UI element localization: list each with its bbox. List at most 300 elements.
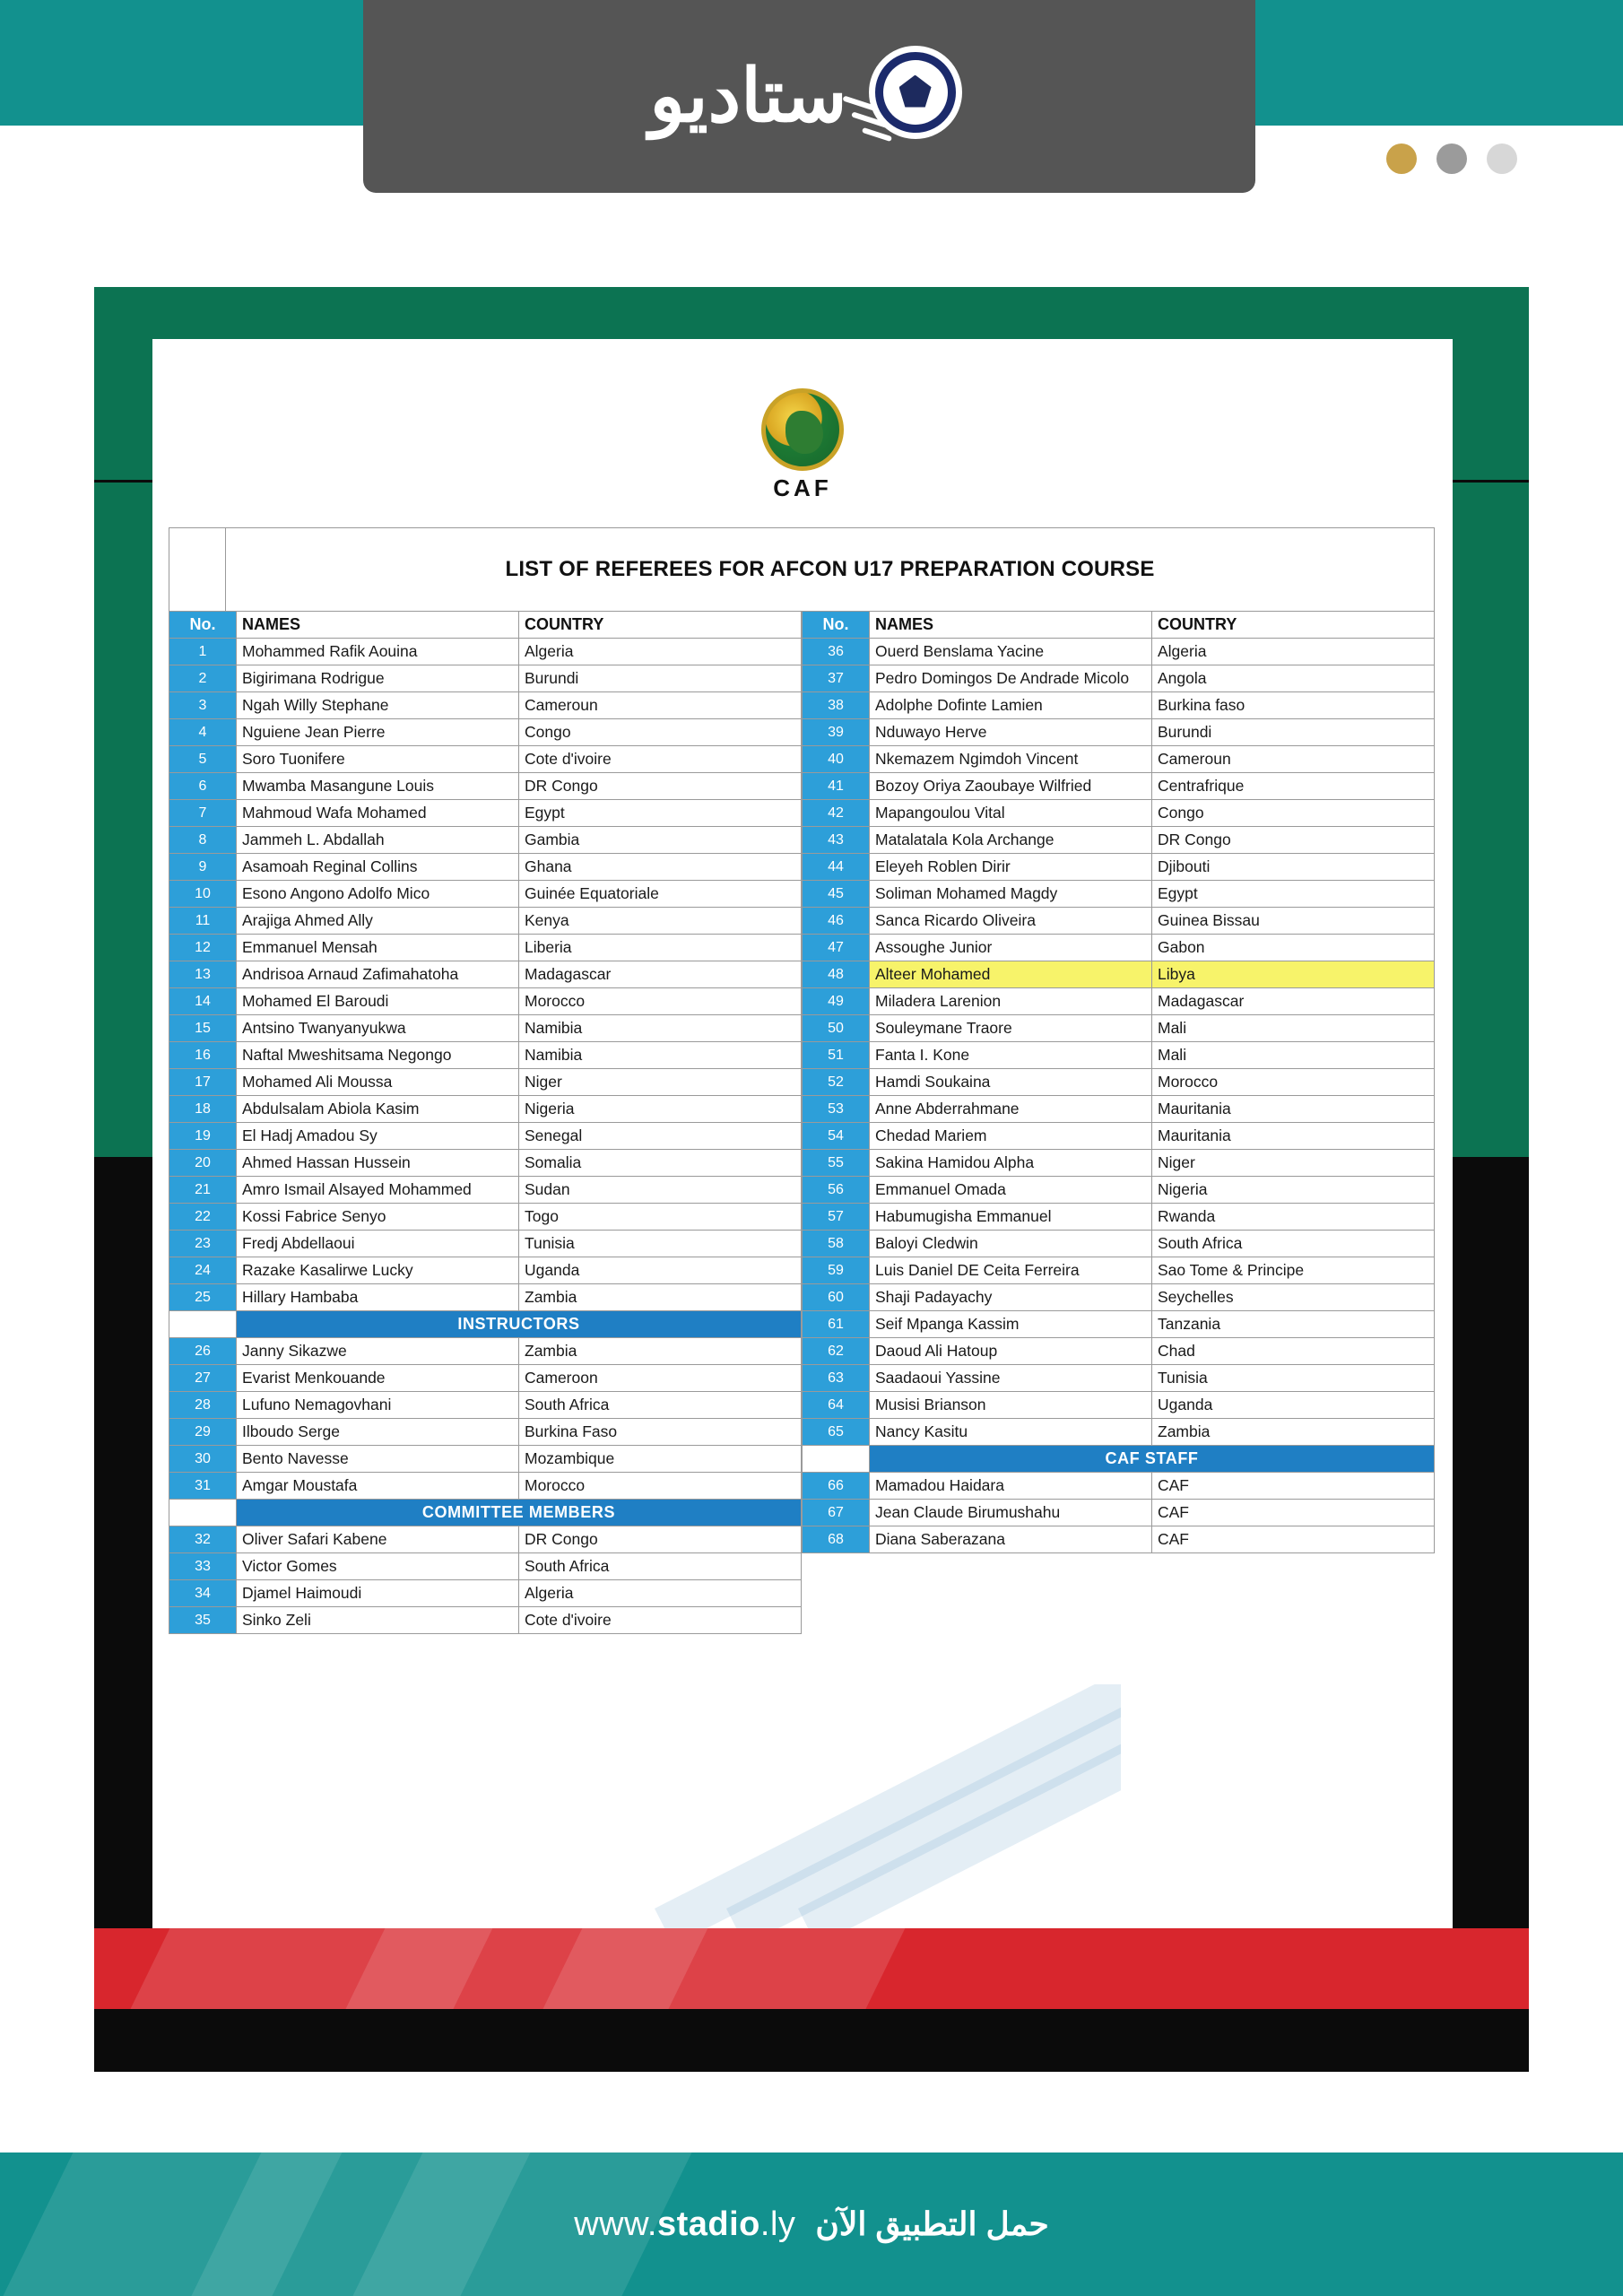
cell-no: 38 xyxy=(803,692,870,719)
cell-no: 24 xyxy=(169,1257,237,1284)
cell-name: Hamdi Soukaina xyxy=(870,1069,1152,1096)
table-row xyxy=(169,908,802,935)
cell-name: Razake Kasalirwe Lucky xyxy=(237,1257,519,1284)
cell-name: Fredj Abdellaoui xyxy=(237,1231,519,1257)
cell-name: Bozoy Oriya Zaoubaye Wilfried xyxy=(870,773,1152,800)
table-row xyxy=(169,1526,802,1553)
cell-name: Mapangoulou Vital xyxy=(870,800,1152,827)
cell-name: Amro Ismail Alsayed Mohammed xyxy=(237,1177,519,1204)
cell-country: Tunisia xyxy=(519,1231,802,1257)
cell-no: 64 xyxy=(803,1392,870,1419)
cell-no: 20 xyxy=(169,1150,237,1177)
cell-name: Sakina Hamidou Alpha xyxy=(870,1150,1152,1177)
cell-country: Senegal xyxy=(519,1123,802,1150)
cell-country: Sudan xyxy=(519,1177,802,1204)
document-footer-band xyxy=(94,1928,1529,2009)
cell-country: Uganda xyxy=(519,1257,802,1284)
cell-country: Kenya xyxy=(519,908,802,935)
cell-no: 61 xyxy=(803,1311,870,1338)
cell-country: Somalia xyxy=(519,1150,802,1177)
cell-name: Djamel Haimoudi xyxy=(237,1580,519,1607)
cell-name: Baloyi Cledwin xyxy=(870,1231,1152,1257)
url-suffix: .ly xyxy=(759,2205,796,2243)
cell-name: Antsino Twanyanyukwa xyxy=(237,1015,519,1042)
watermark-stripes xyxy=(655,1684,1121,1953)
cell-name: Ngah Willy Stephane xyxy=(237,692,519,719)
cell-country: Togo xyxy=(519,1204,802,1231)
cell-country: Liberia xyxy=(519,935,802,961)
cell-country: Cameroun xyxy=(1152,746,1435,773)
table-row xyxy=(169,961,802,988)
cell-name: Assoughe Junior xyxy=(870,935,1152,961)
cell-country: Zambia xyxy=(1152,1419,1435,1446)
cell-no: 5 xyxy=(169,746,237,773)
cell-no: 39 xyxy=(803,719,870,746)
cell-no: 55 xyxy=(803,1150,870,1177)
table-row xyxy=(803,881,1435,908)
cell-country: Morocco xyxy=(1152,1069,1435,1096)
cell-no: 58 xyxy=(803,1231,870,1257)
brand-logo-plate xyxy=(363,0,1255,193)
cell-no: 68 xyxy=(803,1526,870,1553)
section-label: INSTRUCTORS xyxy=(237,1311,802,1338)
cell-country: Mali xyxy=(1152,1042,1435,1069)
cell-country: Niger xyxy=(1152,1150,1435,1177)
cell-no: 1 xyxy=(169,639,237,665)
cell-name: Miladera Larenion xyxy=(870,988,1152,1015)
cell-country: Algeria xyxy=(519,1580,802,1607)
table-row xyxy=(169,746,802,773)
table-row xyxy=(803,1150,1435,1177)
cell-name: Pedro Domingos De Andrade Micolo xyxy=(870,665,1152,692)
table-row xyxy=(803,1096,1435,1123)
cell-country: Guinea Bissau xyxy=(1152,908,1435,935)
cell-no: 37 xyxy=(803,665,870,692)
cell-country: Namibia xyxy=(519,1015,802,1042)
cell-name: Mohammed Rafik Aouina xyxy=(237,639,519,665)
cell-name: Victor Gomes xyxy=(237,1553,519,1580)
cell-country: Angola xyxy=(1152,665,1435,692)
cell-name: Andrisoa Arnaud Zafimahatoha xyxy=(237,961,519,988)
website-url[interactable] xyxy=(574,2205,795,2244)
table-row xyxy=(803,1123,1435,1150)
table-row xyxy=(169,1419,802,1446)
table-row xyxy=(169,1580,802,1607)
cell-country: Congo xyxy=(519,719,802,746)
cell-name: Mamadou Haidara xyxy=(870,1473,1152,1500)
carousel-dot-2[interactable] xyxy=(1436,144,1467,174)
column-header-no: No. xyxy=(169,612,237,639)
url-prefix: www. xyxy=(574,2205,657,2243)
cell-no: 7 xyxy=(169,800,237,827)
table-row xyxy=(169,1123,802,1150)
cell-country: Ghana xyxy=(519,854,802,881)
cell-country: South Africa xyxy=(519,1553,802,1580)
cell-country: Chad xyxy=(1152,1338,1435,1365)
cell-no: 30 xyxy=(169,1446,237,1473)
cell-no: 59 xyxy=(803,1257,870,1284)
table-body-left xyxy=(169,639,802,1634)
table-row xyxy=(803,935,1435,961)
cell-name: Lufuno Nemagovhani xyxy=(237,1392,519,1419)
cell-no: 31 xyxy=(169,1473,237,1500)
title-spacer-cell xyxy=(169,528,226,611)
cell-no: 63 xyxy=(803,1365,870,1392)
cell-name: Naftal Mweshitsama Negongo xyxy=(237,1042,519,1069)
cell-country: Morocco xyxy=(519,988,802,1015)
table-row xyxy=(803,773,1435,800)
cell-country: Niger xyxy=(519,1069,802,1096)
cell-no: 21 xyxy=(169,1177,237,1204)
cell-country: Sao Tome & Principe xyxy=(1152,1257,1435,1284)
cell-country: Seychelles xyxy=(1152,1284,1435,1311)
cell-no: 23 xyxy=(169,1231,237,1257)
table-row xyxy=(803,1419,1435,1446)
cell-no: 32 xyxy=(169,1526,237,1553)
table-row xyxy=(803,692,1435,719)
cell-no: 4 xyxy=(169,719,237,746)
cell-country: Tunisia xyxy=(1152,1365,1435,1392)
cell-country: Burkina Faso xyxy=(519,1419,802,1446)
table-header-row-left xyxy=(169,612,802,639)
cell-country: Cote d'ivoire xyxy=(519,1607,802,1634)
column-header-names: NAMES xyxy=(237,612,519,639)
cell-country: Zambia xyxy=(519,1284,802,1311)
table-row xyxy=(169,1042,802,1069)
table-section-row xyxy=(803,1446,1435,1473)
cell-country: Mali xyxy=(1152,1015,1435,1042)
cell-country: DR Congo xyxy=(519,773,802,800)
cell-name: Hillary Hambaba xyxy=(237,1284,519,1311)
cell-country: Burkina faso xyxy=(1152,692,1435,719)
carousel-dot-3[interactable] xyxy=(1487,144,1517,174)
table-row xyxy=(169,988,802,1015)
table-row xyxy=(803,1231,1435,1257)
carousel-dot-1[interactable] xyxy=(1386,144,1417,174)
footer-bar xyxy=(0,2152,1623,2296)
table-row xyxy=(803,1204,1435,1231)
table-row xyxy=(169,1284,802,1311)
cell-no: 60 xyxy=(803,1284,870,1311)
column-header-country-2: COUNTRY xyxy=(1152,612,1435,639)
table-header-row-right xyxy=(803,612,1435,639)
column-header-country: COUNTRY xyxy=(519,612,802,639)
carousel-dots[interactable] xyxy=(1386,144,1517,174)
table-row xyxy=(169,719,802,746)
table-row xyxy=(803,1311,1435,1338)
cell-no: 36 xyxy=(803,639,870,665)
table-row xyxy=(169,1365,802,1392)
table-row xyxy=(803,800,1435,827)
cell-country: Mauritania xyxy=(1152,1123,1435,1150)
cell-name: Esono Angono Adolfo Mico xyxy=(237,881,519,908)
cell-name: Ahmed Hassan Hussein xyxy=(237,1150,519,1177)
cell-no: 53 xyxy=(803,1096,870,1123)
cell-name: Janny Sikazwe xyxy=(237,1338,519,1365)
caf-logo-text: CAF xyxy=(773,474,832,501)
table-row xyxy=(169,881,802,908)
cell-country: Gabon xyxy=(1152,935,1435,961)
cell-name: Asamoah Reginal Collins xyxy=(237,854,519,881)
section-spacer-cell xyxy=(169,1311,237,1338)
cell-no: 51 xyxy=(803,1042,870,1069)
cell-country: Rwanda xyxy=(1152,1204,1435,1231)
cell-country: DR Congo xyxy=(1152,827,1435,854)
cell-country: Burundi xyxy=(519,665,802,692)
table-row xyxy=(803,1257,1435,1284)
cell-country: Mauritania xyxy=(1152,1096,1435,1123)
cell-name: Arajiga Ahmed Ally xyxy=(237,908,519,935)
table-row xyxy=(169,935,802,961)
table-row xyxy=(803,1042,1435,1069)
brand-name: ستاديو xyxy=(649,56,847,137)
cell-country: Djibouti xyxy=(1152,854,1435,881)
cell-name: Diana Saberazana xyxy=(870,1526,1152,1553)
cell-no: 22 xyxy=(169,1204,237,1231)
table-row xyxy=(803,988,1435,1015)
cell-country: Cameroon xyxy=(519,1365,802,1392)
cell-country: Gambia xyxy=(519,827,802,854)
cell-name: Alteer Mohamed xyxy=(870,961,1152,988)
cell-no: 56 xyxy=(803,1177,870,1204)
cell-country: South Africa xyxy=(1152,1231,1435,1257)
cell-no: 14 xyxy=(169,988,237,1015)
cell-no: 10 xyxy=(169,881,237,908)
table-row xyxy=(169,1096,802,1123)
cell-country: Tanzania xyxy=(1152,1311,1435,1338)
cell-no: 26 xyxy=(169,1338,237,1365)
cell-name: Nguiene Jean Pierre xyxy=(237,719,519,746)
cell-country: Namibia xyxy=(519,1042,802,1069)
cell-no: 62 xyxy=(803,1338,870,1365)
table-row xyxy=(169,773,802,800)
cell-no: 2 xyxy=(169,665,237,692)
cell-name: Souleymane Traore xyxy=(870,1015,1152,1042)
cell-country: Burundi xyxy=(1152,719,1435,746)
cell-no: 41 xyxy=(803,773,870,800)
cell-name: Nduwayo Herve xyxy=(870,719,1152,746)
cell-name: Nkemazem Ngimdoh Vincent xyxy=(870,746,1152,773)
section-spacer-cell xyxy=(803,1446,870,1473)
cell-name: Emmanuel Mensah xyxy=(237,935,519,961)
cell-no: 46 xyxy=(803,908,870,935)
cell-name: Soro Tuonifere xyxy=(237,746,519,773)
table-row xyxy=(169,1231,802,1257)
column-header-names-2: NAMES xyxy=(870,612,1152,639)
section-label: CAF STAFF xyxy=(870,1446,1435,1473)
cell-no: 67 xyxy=(803,1500,870,1526)
table-row xyxy=(169,800,802,827)
table-row xyxy=(169,854,802,881)
table-row xyxy=(803,746,1435,773)
cell-no: 52 xyxy=(803,1069,870,1096)
cell-country: South Africa xyxy=(519,1392,802,1419)
cell-name: Anne Abderrahmane xyxy=(870,1096,1152,1123)
cell-no: 40 xyxy=(803,746,870,773)
cell-name: Sanca Ricardo Oliveira xyxy=(870,908,1152,935)
table-row xyxy=(803,854,1435,881)
cell-no: 16 xyxy=(169,1042,237,1069)
cell-no: 6 xyxy=(169,773,237,800)
document-title: LIST OF REFEREES FOR AFCON U17 PREPARATION COURSE xyxy=(505,557,1155,581)
table-row xyxy=(169,827,802,854)
caf-globe-icon xyxy=(761,388,844,471)
table-row xyxy=(169,1069,802,1096)
table-row xyxy=(169,1446,802,1473)
table-row xyxy=(169,1553,802,1580)
table-row xyxy=(169,1015,802,1042)
soccer-ball-icon xyxy=(864,44,969,150)
cell-no: 43 xyxy=(803,827,870,854)
cell-country: Centrafrique xyxy=(1152,773,1435,800)
cell-no: 47 xyxy=(803,935,870,961)
referee-list-sheet xyxy=(169,527,1435,1634)
cell-country: Egypt xyxy=(1152,881,1435,908)
url-brand: stadio xyxy=(656,2205,760,2243)
cell-name: El Hadj Amadou Sy xyxy=(237,1123,519,1150)
cell-no: 19 xyxy=(169,1123,237,1150)
table-row xyxy=(803,1338,1435,1365)
cell-name: Mohamed El Baroudi xyxy=(237,988,519,1015)
cell-country: DR Congo xyxy=(519,1526,802,1553)
cell-name: Mohamed Ali Moussa xyxy=(237,1069,519,1096)
cell-country: Nigeria xyxy=(1152,1177,1435,1204)
cell-name: Ouerd Benslama Yacine xyxy=(870,639,1152,665)
cell-name: Bigirimana Rodrigue xyxy=(237,665,519,692)
cell-name: Kossi Fabrice Senyo xyxy=(237,1204,519,1231)
cell-country: Nigeria xyxy=(519,1096,802,1123)
cell-country: Mozambique xyxy=(519,1446,802,1473)
cell-no: 28 xyxy=(169,1392,237,1419)
cell-name: Bento Navesse xyxy=(237,1446,519,1473)
frame-line-right xyxy=(1448,480,1529,483)
cell-name: Evarist Menkouande xyxy=(237,1365,519,1392)
cell-name: Mahmoud Wafa Mohamed xyxy=(237,800,519,827)
cell-no: 11 xyxy=(169,908,237,935)
cell-no: 44 xyxy=(803,854,870,881)
caf-logo xyxy=(744,388,861,502)
cell-name: Saadaoui Yassine xyxy=(870,1365,1152,1392)
cell-name: Luis Daniel DE Ceita Ferreira xyxy=(870,1257,1152,1284)
cell-country: Algeria xyxy=(1152,639,1435,665)
column-header-no-2: No. xyxy=(803,612,870,639)
cell-country: Egypt xyxy=(519,800,802,827)
cell-no: 13 xyxy=(169,961,237,988)
cell-country: Uganda xyxy=(1152,1392,1435,1419)
cell-name: Matalatala Kola Archange xyxy=(870,827,1152,854)
cell-name: Daoud Ali Hatoup xyxy=(870,1338,1152,1365)
cell-no: 33 xyxy=(169,1553,237,1580)
table-row xyxy=(803,961,1435,988)
cell-no: 66 xyxy=(803,1473,870,1500)
cell-name: Nancy Kasitu xyxy=(870,1419,1152,1446)
table-row xyxy=(803,665,1435,692)
cell-name: Emmanuel Omada xyxy=(870,1177,1152,1204)
table-row xyxy=(803,1284,1435,1311)
table-row xyxy=(169,1150,802,1177)
cell-no: 42 xyxy=(803,800,870,827)
document-title-row xyxy=(169,527,1435,611)
cell-name: Fanta I. Kone xyxy=(870,1042,1152,1069)
cell-country: CAF xyxy=(1152,1526,1435,1553)
table-section-row xyxy=(169,1311,802,1338)
cell-no: 65 xyxy=(803,1419,870,1446)
cell-country: Zambia xyxy=(519,1338,802,1365)
table-row xyxy=(803,1500,1435,1526)
cell-name: Chedad Mariem xyxy=(870,1123,1152,1150)
section-spacer-cell xyxy=(169,1500,237,1526)
cell-no: 29 xyxy=(169,1419,237,1446)
cell-no: 49 xyxy=(803,988,870,1015)
cell-no: 8 xyxy=(169,827,237,854)
table-row xyxy=(169,1257,802,1284)
cell-country: Madagascar xyxy=(519,961,802,988)
table-row xyxy=(803,1473,1435,1500)
table-row xyxy=(803,719,1435,746)
table-row xyxy=(803,1177,1435,1204)
referee-table-right xyxy=(802,611,1435,1553)
table-row xyxy=(803,1015,1435,1042)
cell-name: Shaji Padayachy xyxy=(870,1284,1152,1311)
cell-no: 35 xyxy=(169,1607,237,1634)
cell-country: CAF xyxy=(1152,1500,1435,1526)
table-body-right xyxy=(803,639,1435,1553)
table-row xyxy=(803,1365,1435,1392)
cell-name: Eleyeh Roblen Dirir xyxy=(870,854,1152,881)
cell-name: Ilboudo Serge xyxy=(237,1419,519,1446)
cell-name: Habumugisha Emmanuel xyxy=(870,1204,1152,1231)
table-row xyxy=(803,639,1435,665)
cell-no: 27 xyxy=(169,1365,237,1392)
cell-country: Guinée Equatoriale xyxy=(519,881,802,908)
cell-name: Jean Claude Birumushahu xyxy=(870,1500,1152,1526)
cell-country: Congo xyxy=(1152,800,1435,827)
cell-country: Algeria xyxy=(519,639,802,665)
section-label: COMMITTEE MEMBERS xyxy=(237,1500,802,1526)
footer-cta-arabic: حمل التطبيق الآن xyxy=(815,2205,1049,2242)
cell-no: 50 xyxy=(803,1015,870,1042)
cell-no: 18 xyxy=(169,1096,237,1123)
table-row xyxy=(169,639,802,665)
cell-name: Abdulsalam Abiola Kasim xyxy=(237,1096,519,1123)
table-row xyxy=(169,1473,802,1500)
table-row xyxy=(803,1392,1435,1419)
cell-country: CAF xyxy=(1152,1473,1435,1500)
cell-name: Musisi Brianson xyxy=(870,1392,1152,1419)
cell-no: 48 xyxy=(803,961,870,988)
table-section-row xyxy=(169,1500,802,1526)
table-row xyxy=(803,908,1435,935)
cell-name: Oliver Safari Kabene xyxy=(237,1526,519,1553)
cell-no: 45 xyxy=(803,881,870,908)
cell-name: Seif Mpanga Kassim xyxy=(870,1311,1152,1338)
document-paper xyxy=(152,339,1453,1944)
table-row xyxy=(803,827,1435,854)
table-row xyxy=(803,1069,1435,1096)
cell-name: Mwamba Masangune Louis xyxy=(237,773,519,800)
cell-country: Cameroun xyxy=(519,692,802,719)
cell-name: Sinko Zeli xyxy=(237,1607,519,1634)
cell-no: 34 xyxy=(169,1580,237,1607)
cell-no: 9 xyxy=(169,854,237,881)
table-row xyxy=(169,1177,802,1204)
cell-name: Adolphe Dofinte Lamien xyxy=(870,692,1152,719)
table-row xyxy=(169,1204,802,1231)
table-row xyxy=(803,1526,1435,1553)
cell-no: 54 xyxy=(803,1123,870,1150)
cell-no: 12 xyxy=(169,935,237,961)
cell-no: 3 xyxy=(169,692,237,719)
